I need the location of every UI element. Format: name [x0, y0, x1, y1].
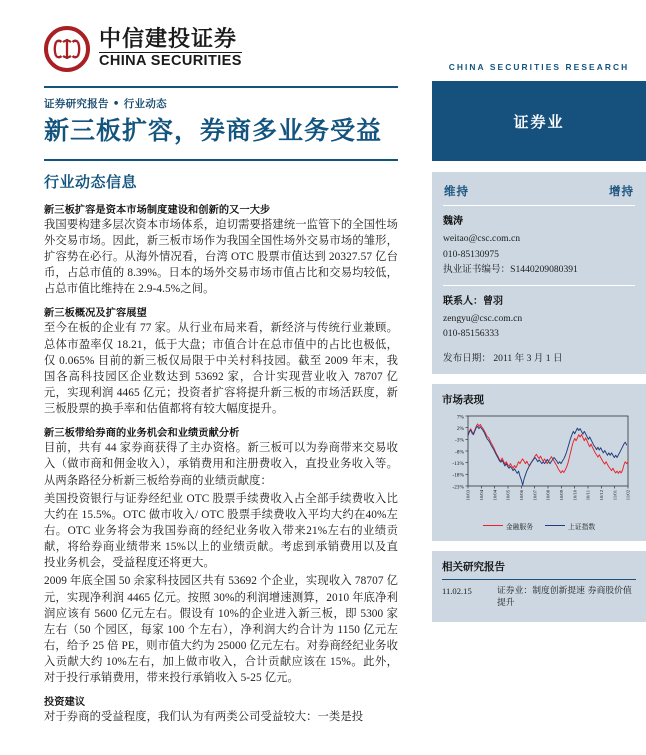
- chart-x-tick-label: 10/06: [518, 489, 524, 501]
- analyst-phone: 010-85130975: [443, 248, 499, 260]
- maintain-label: 维持: [444, 184, 469, 198]
- contact-name: 联系人：曾羽: [443, 295, 503, 307]
- article-subheading: 新三板扩容是资本市场制度建设和创新的又一大步: [44, 204, 271, 216]
- article-paragraph: 至今在板的企业有 77 家。从行业布局来看，新经济与传统行业兼顾。总体市盈率仅 18.21，低于大盘；市值合计在总市值中的占比也极低，仅 0.065% 目前的新三板仅局限于中关村科技园。截至 2009 年末，我国各高科技园区企业数达到 53692 家，合计实现营业收入 78707 亿元，实现利润 4465 亿元；投资者扩容将提升新三板的市场活跃度，新三板股票的换手率和估值都将有较大幅度提升。: [44, 322, 398, 416]
- chart-x-tick-label: 10/04: [478, 489, 484, 501]
- header-rule-bottom: [44, 159, 398, 161]
- chart-legend: [442, 521, 636, 531]
- related-panel-title: 相关研究报告: [442, 560, 505, 573]
- status-badge: 增持: [609, 184, 634, 198]
- legend-swatch-blue-icon: [545, 525, 565, 526]
- legend-label-1: 上证指数: [568, 522, 596, 531]
- market-panel-title: 市场表现: [442, 393, 484, 406]
- article-body: [44, 201, 398, 726]
- chart-x-tick-label: 11/02: [625, 489, 631, 500]
- contact-phone: 010-85156333: [443, 328, 499, 340]
- legend-item-0: [483, 521, 533, 531]
- chart-x-tick-label: 10/05: [505, 489, 511, 501]
- research-label: CHINA SECURITIES RESEARCH: [448, 62, 630, 72]
- chart-x-tick-label: 10/03: [465, 489, 471, 501]
- chart-x-tick-label: 11/01: [612, 489, 618, 500]
- chart-y-tick-label: -8%: [455, 449, 464, 456]
- article-subheading: 新三板带给券商的业务机会和业绩贡献分析: [44, 428, 240, 440]
- chart-x-tick-label: 10/09: [558, 489, 564, 501]
- chart-y-tick-label: 7%: [456, 414, 464, 421]
- analyst-email[interactable]: weitao@csc.com.cn: [443, 233, 521, 244]
- related-research-date: 11.02.15: [442, 585, 472, 596]
- analyst-license: 执业证书编号：S1440209080391: [443, 264, 578, 276]
- related-research-list: [442, 585, 636, 611]
- report-kicker: 证券研究报告 • 行业动态: [44, 98, 167, 110]
- related-research-panel: [432, 551, 646, 623]
- article-paragraph: 2009 年底全国 50 余家科技园区共有 53692 个企业，实现收入 78707 亿元，实现净利润 4465 亿元。按照 30%的利润增速测算，2010 年底净利润应该有 5600 亿元左右。假设有 10%的企业进入新三板，即 5300 家左右（50 个园区，每家 100 个左右），净利润大约合计为 1150 亿元左右，给予 25 倍 PE，则市值大约为 25000 亿元左右。对券商经纪业务收入贡献大约 10%左右，加上做市收入，合计贡献应该在 15%。此外，对于投行承销费用，带来投行承销收入 5-25 亿元。: [44, 575, 398, 685]
- rating-panel: [432, 172, 646, 374]
- chart-x-tick-label: 10/07: [532, 489, 538, 501]
- legend-item-1: [545, 521, 595, 531]
- related-research-title: 证券业：制度创新提速 券商股价值提升: [497, 585, 632, 609]
- market-performance-chart: [442, 412, 636, 517]
- analyst-name: 魏涛: [443, 216, 463, 227]
- related-research-item[interactable]: [442, 585, 636, 611]
- legend-swatch-red-icon: [483, 525, 503, 526]
- chart-x-tick-label: 10/08: [545, 489, 551, 501]
- chart-x-tick-label: 10/10: [572, 489, 578, 501]
- article-subheading: 投资建议: [44, 697, 86, 709]
- article-paragraph: 对于券商的受益程度，我们认为有两类公司受益较大：一类是投: [44, 711, 364, 724]
- chart-y-tick-label: 2%: [456, 425, 464, 432]
- citic-circle-logo-icon: [44, 26, 90, 72]
- article-subheading: 新三板概况及扩容展望: [44, 308, 147, 320]
- page-title: 新三板扩容，券商多业务受益: [44, 116, 383, 145]
- related-divider: [442, 579, 636, 580]
- chart-y-tick-label: -23%: [452, 484, 464, 491]
- right-sidebar: [432, 0, 646, 755]
- header-rule-top: [44, 86, 398, 88]
- sector-badge-label: 证券业: [513, 112, 565, 131]
- contact-divider: [443, 285, 635, 286]
- logo-wordmark: [99, 28, 242, 70]
- chart-y-tick-label: -18%: [452, 472, 464, 479]
- logo-name-en: CHINA SECURITIES: [99, 53, 242, 70]
- logo-glyph-icon: [52, 34, 82, 64]
- chart-x-tick-label: 10/12: [598, 489, 604, 501]
- chart-x-tick-label: 10/11: [585, 489, 591, 500]
- article-paragraph: 美国投资银行与证券经纪业 OTC 股票手续费收入占全部手续费收入比大约在 15.5%。OTC 做市收入/ OTC 股票手续费收入平均大约在40%左右。OTC 业务将会为我国券商的经纪业务收入带来21%左右的业绩贡献，将给券商业绩带来 15%以上的业绩贡献。考虑到承销费用以及直投业务机会，受益程度还将更大。: [44, 492, 398, 570]
- article-paragraph: 目前，共有 44 家券商获得了主办资格。新三板可以为券商带来交易收入（做市商和佣金收入），承销费用和注册费收入，直投业务收入等。从两条路径分析新三板给券商的业绩贡献度：: [44, 442, 398, 487]
- section-title: 行业动态信息: [44, 172, 138, 191]
- publish-date: 发布日期： 2011 年 3 月 1 日: [443, 352, 563, 364]
- chart-y-tick-label: -13%: [452, 460, 464, 467]
- chart-canvas: [442, 412, 634, 512]
- company-logo: [44, 24, 398, 74]
- chart-x-tick-label: 10/04: [492, 489, 498, 501]
- sector-badge: [432, 81, 646, 161]
- chart-y-tick-label: -3%: [455, 437, 464, 444]
- article-paragraph: 我国要构建多层次资本市场体系，迫切需要搭建统一监管下的全国性场外交易市场。因此，新三板市场作为我国全国性场外交易市场的雏形，扩容势在必行。从海外情况看，台湾 OTC 股票市值达到 20327.57 亿台币，占总市值的 8.39%。日本的场外交易市场市值占比和交易均较低，占总市值比维持在 2.9-4.5%之间。: [44, 218, 398, 296]
- rating-divider: [443, 205, 635, 206]
- rating-row: [443, 181, 635, 205]
- market-performance-panel: [432, 384, 646, 541]
- legend-label-0: 金融服务: [505, 522, 533, 531]
- contact-email[interactable]: zengyu@csc.com.cn: [443, 312, 523, 324]
- logo-name-cn: 中信建投证券: [99, 26, 238, 52]
